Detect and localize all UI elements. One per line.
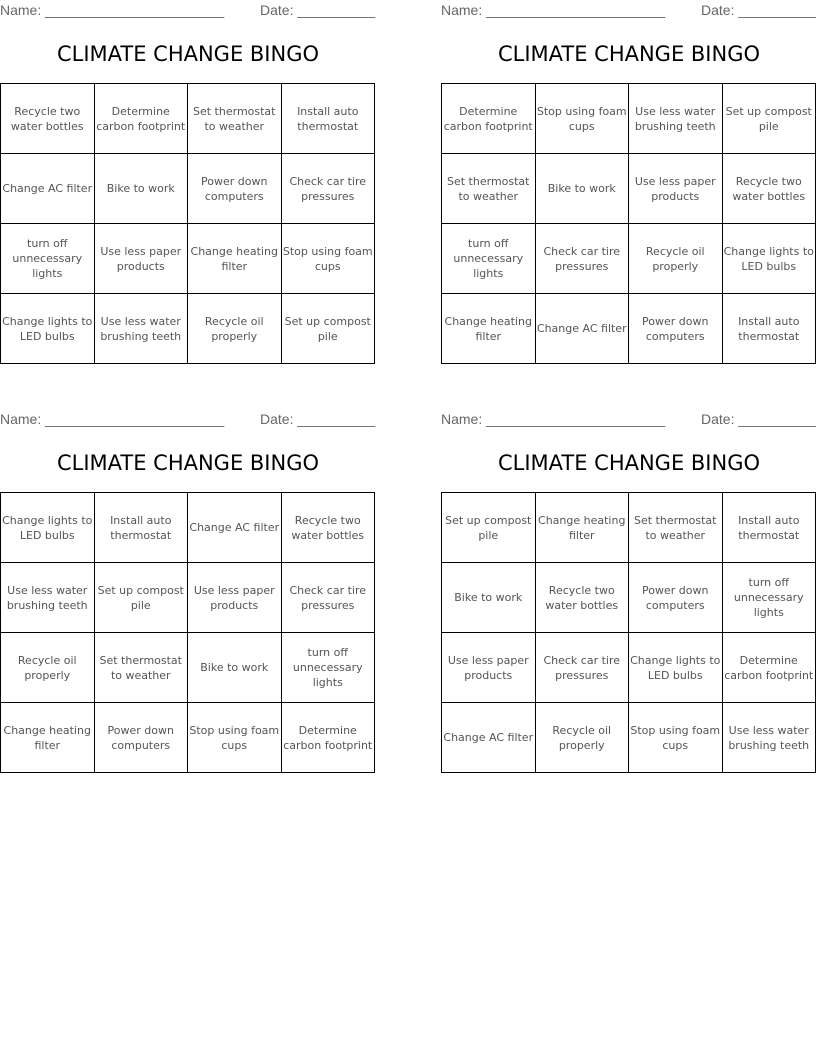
- card-title: CLIMATE CHANGE BINGO: [56, 451, 320, 475]
- bingo-row: [1, 154, 375, 224]
- bingo-cell: Recycle two water bottles: [535, 563, 629, 633]
- bingo-cell: Change AC filter: [188, 493, 282, 563]
- date-field-label: Date: __________: [701, 411, 816, 427]
- bingo-row: [1, 703, 375, 773]
- bingo-row: [442, 563, 816, 633]
- bingo-cell: Recycle two water bottles: [281, 493, 375, 563]
- bingo-grid: [0, 492, 375, 773]
- bingo-cell: Use less water brushing teeth: [1, 563, 95, 633]
- bingo-cell: Recycle two water bottles: [722, 154, 816, 224]
- bingo-cell: Change heating filter: [442, 294, 536, 364]
- bingo-cell: Check car tire pressures: [281, 154, 375, 224]
- date-field-label: Date: __________: [701, 2, 816, 18]
- bingo-cell: Change lights to LED bulbs: [1, 493, 95, 563]
- bingo-row: [442, 493, 816, 563]
- bingo-cell: Use less water brushing teeth: [722, 703, 816, 773]
- bingo-cell: Determine carbon footprint: [442, 84, 536, 154]
- bingo-cell: Use less paper products: [442, 633, 536, 703]
- bingo-cell: Change lights to LED bulbs: [1, 294, 95, 364]
- bingo-row: [1, 493, 375, 563]
- bingo-cell: Install auto thermostat: [722, 493, 816, 563]
- bingo-cell: Install auto thermostat: [722, 294, 816, 364]
- bingo-row: [442, 633, 816, 703]
- card-title: CLIMATE CHANGE BINGO: [497, 42, 761, 66]
- bingo-cell: Determine carbon footprint: [722, 633, 816, 703]
- name-field-label: Name: _______________________: [441, 2, 666, 18]
- bingo-cell: Use less water brushing teeth: [629, 84, 723, 154]
- name-field-label: Name: _______________________: [0, 2, 225, 18]
- bingo-cell: Set up compost pile: [442, 493, 536, 563]
- bingo-cell: Stop using foam cups: [281, 224, 375, 294]
- bingo-cell: Set up compost pile: [722, 84, 816, 154]
- bingo-row: [442, 154, 816, 224]
- bingo-row: [442, 224, 816, 294]
- bingo-row: [1, 294, 375, 364]
- card-title: CLIMATE CHANGE BINGO: [497, 451, 761, 475]
- bingo-row: [442, 84, 816, 154]
- bingo-grid: [441, 83, 816, 364]
- name-date-line: [0, 409, 376, 429]
- bingo-row: [1, 84, 375, 154]
- bingo-cell: Check car tire pressures: [281, 563, 375, 633]
- bingo-row: [1, 563, 375, 633]
- bingo-cell: Recycle oil properly: [535, 703, 629, 773]
- bingo-cell: turn off unnecessary lights: [281, 633, 375, 703]
- bingo-cell: Stop using foam cups: [535, 84, 629, 154]
- bingo-cell: Use less paper products: [94, 224, 188, 294]
- bingo-cell: Check car tire pressures: [535, 633, 629, 703]
- bingo-cell: Check car tire pressures: [535, 224, 629, 294]
- bingo-cell: Change AC filter: [1, 154, 95, 224]
- bingo-cell: Power down computers: [629, 563, 723, 633]
- bingo-cell: Recycle oil properly: [1, 633, 95, 703]
- bingo-cell: Change AC filter: [442, 703, 536, 773]
- bingo-cell: Install auto thermostat: [94, 493, 188, 563]
- bingo-cell: Power down computers: [629, 294, 723, 364]
- bingo-grid: [0, 83, 375, 364]
- bingo-cell: Use less paper products: [188, 563, 282, 633]
- bingo-cell: Install auto thermostat: [281, 84, 375, 154]
- bingo-cell: Set thermostat to weather: [629, 493, 723, 563]
- bingo-cell: Stop using foam cups: [629, 703, 723, 773]
- card-title: CLIMATE CHANGE BINGO: [56, 42, 320, 66]
- bingo-row: [442, 703, 816, 773]
- bingo-cell: Determine carbon footprint: [281, 703, 375, 773]
- bingo-cell: Recycle oil properly: [629, 224, 723, 294]
- bingo-cell: Use less water brushing teeth: [94, 294, 188, 364]
- bingo-cell: Set thermostat to weather: [188, 84, 282, 154]
- bingo-cell: Recycle two water bottles: [1, 84, 95, 154]
- bingo-grid: [441, 492, 816, 773]
- bingo-cell: Recycle oil properly: [188, 294, 282, 364]
- name-date-line: [441, 0, 816, 20]
- bingo-cell: turn off unnecessary lights: [442, 224, 536, 294]
- bingo-cell: Change heating filter: [188, 224, 282, 294]
- bingo-row: [1, 224, 375, 294]
- date-field-label: Date: __________: [260, 2, 376, 18]
- bingo-cell: Power down computers: [94, 703, 188, 773]
- bingo-cell: Bike to work: [188, 633, 282, 703]
- bingo-row: [1, 633, 375, 703]
- name-field-label: Name: _______________________: [0, 411, 225, 427]
- bingo-cell: Change lights to LED bulbs: [722, 224, 816, 294]
- bingo-cell: Set up compost pile: [94, 563, 188, 633]
- name-date-line: [441, 409, 816, 429]
- date-field-label: Date: __________: [260, 411, 376, 427]
- bingo-cell: Set up compost pile: [281, 294, 375, 364]
- bingo-cell: Change heating filter: [1, 703, 95, 773]
- bingo-cell: Use less paper products: [629, 154, 723, 224]
- name-date-line: [0, 0, 376, 20]
- bingo-cell: Bike to work: [94, 154, 188, 224]
- bingo-cell: Set thermostat to weather: [94, 633, 188, 703]
- bingo-cell: Bike to work: [535, 154, 629, 224]
- bingo-cell: Change lights to LED bulbs: [629, 633, 723, 703]
- bingo-row: [442, 294, 816, 364]
- bingo-cell: Determine carbon footprint: [94, 84, 188, 154]
- bingo-cell: Stop using foam cups: [188, 703, 282, 773]
- bingo-cell: Change AC filter: [535, 294, 629, 364]
- name-field-label: Name: _______________________: [441, 411, 666, 427]
- bingo-cell: Power down computers: [188, 154, 282, 224]
- bingo-cell: Change heating filter: [535, 493, 629, 563]
- bingo-cell: Set thermostat to weather: [442, 154, 536, 224]
- bingo-cell: turn off unnecessary lights: [1, 224, 95, 294]
- bingo-cell: turn off unnecessary lights: [722, 563, 816, 633]
- bingo-cell: Bike to work: [442, 563, 536, 633]
